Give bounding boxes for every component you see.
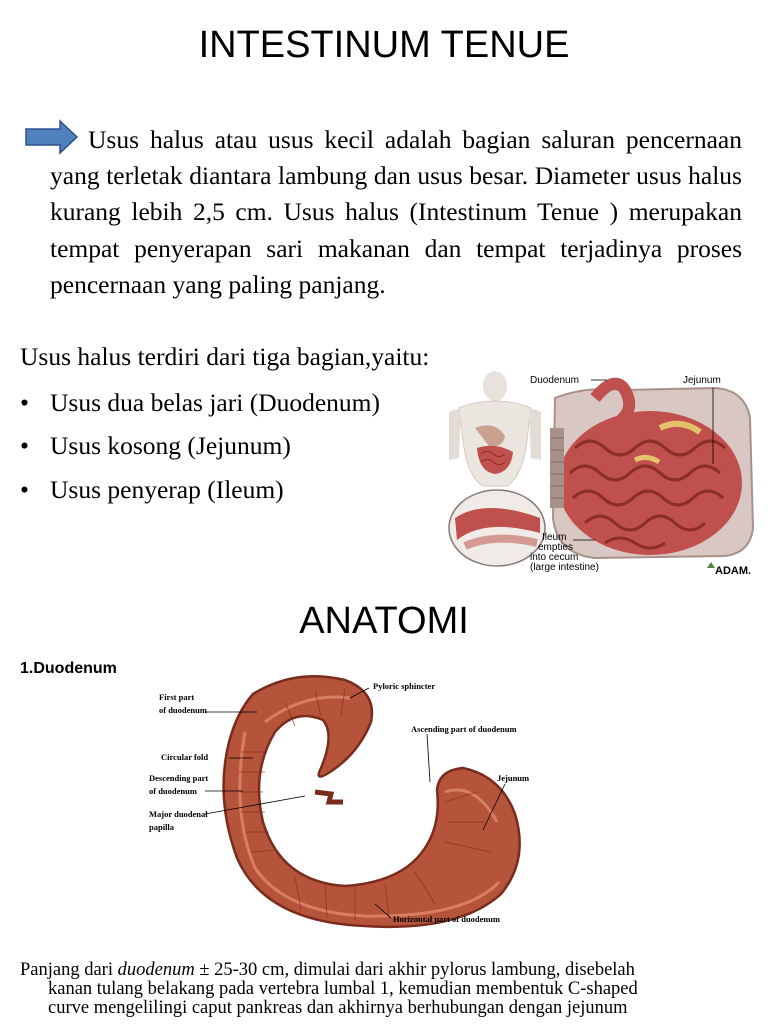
list-item-text: Usus penyerap (Ileum)	[50, 475, 284, 504]
description-line-3: curve mengelilingi caput pankreas dan akhirnya berhubungan dengan jejunum	[48, 998, 628, 1018]
label-descending-1: Descending part	[149, 773, 209, 783]
duodenum-illustration	[145, 672, 540, 930]
adam-logo	[707, 562, 751, 577]
duodenum-shape	[224, 676, 520, 927]
intestine-coils	[558, 411, 742, 555]
label-duodenum: Duodenum	[530, 375, 579, 386]
parts-intro: Usus halus terdiri dari tiga bagian,yaitu:	[20, 342, 430, 371]
label-ileum-4: (large intestine)	[530, 562, 599, 573]
small-intestine-illustration	[445, 368, 768, 580]
label-jejunum: Jejunum	[497, 773, 530, 783]
label-jejunum: Jejunum	[683, 375, 721, 386]
list-item: • Usus penyerap (Ileum)	[20, 475, 284, 504]
list-item: • Usus kosong (Jejunum)	[20, 431, 291, 460]
label-first-part-2: of duodenum	[159, 705, 207, 715]
label-major-1: Major duodenal	[149, 809, 208, 819]
slide-title: INTESTINUM TENUE	[198, 24, 570, 66]
duodenum-description	[20, 961, 760, 1018]
list-item-text: Usus dua belas jari (Duodenum)	[50, 388, 381, 417]
section-title: ANATOMI	[299, 600, 469, 642]
description-term: duodenum	[117, 960, 195, 980]
label-ileum-2: empties	[538, 542, 574, 553]
label-circular: Circular fold	[161, 752, 209, 762]
intro-paragraph-text: Usus halus atau usus kecil adalah bagian saluran pencernaan yang terletak diantara lambung dan usus besar. Diameter usus halus kurang lebih 2,5 cm. Usus halus (Intestinum Tenue ) merupakan tempat penyerapan sari makanan dan tempat terjadinya proses pencernaan yang paling panjang.	[50, 125, 742, 299]
adam-logo-text: ADAM.	[715, 565, 752, 577]
label-ileum-1: Ileum	[542, 532, 567, 543]
label-major-2: papilla	[149, 822, 175, 832]
description-line-2: kanan tulang belakang pada vertebra lumbal 1, kemudian membentuk C-shaped	[48, 979, 638, 999]
label-pyloric: Pyloric sphincter	[373, 681, 436, 691]
label-ascending: Ascending part of duodenum	[411, 724, 517, 734]
description-prefix: Panjang dari	[20, 960, 118, 980]
label-horizontal: Horizontal part of duodenum	[393, 914, 500, 924]
body-silhouette	[449, 371, 541, 486]
list-item-text: Usus kosong (Jejunum)	[50, 431, 291, 460]
duodenum-heading: 1.Duodenum	[20, 660, 117, 677]
label-descending-2: of duodenum	[149, 786, 197, 796]
description-line-1-rest: ± 25-30 cm, dimulai dari akhir pylorus lambung, disebelah	[194, 960, 635, 980]
label-ileum-3: into cecum	[530, 552, 579, 563]
description-line-1	[20, 961, 760, 980]
list-item: • Usus dua belas jari (Duodenum)	[20, 388, 381, 417]
intro-paragraph	[50, 122, 742, 303]
label-first-part-1: First part	[159, 692, 195, 702]
